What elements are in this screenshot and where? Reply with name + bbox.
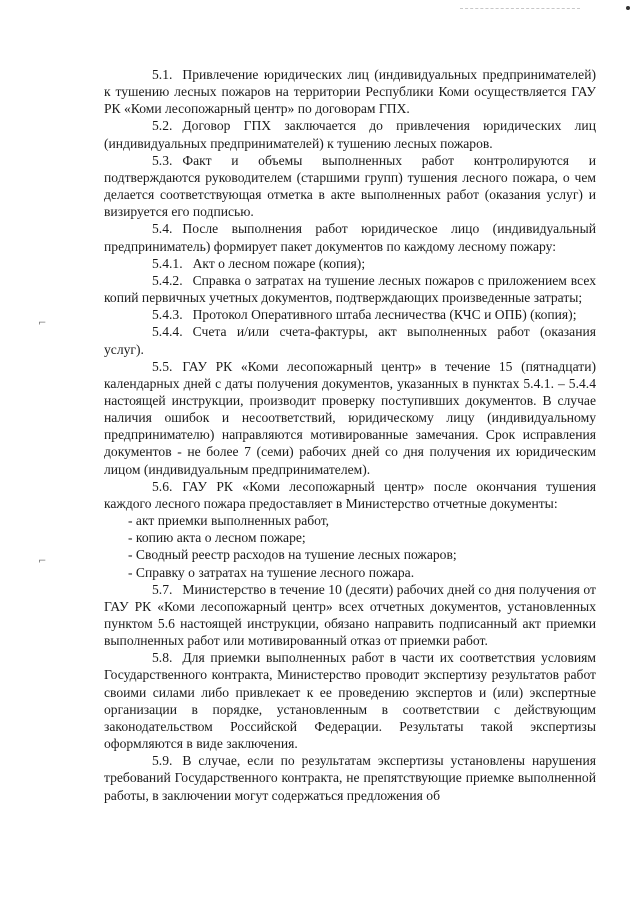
paragraph-text: Счета и/или счета-фактуры, акт выполненных работ (оказания услуг). <box>104 324 596 357</box>
paragraph-5-4-3 <box>104 306 596 323</box>
paragraph-number: 5.4.1. <box>152 255 183 271</box>
paragraph-5-8 <box>104 649 596 752</box>
paragraph-text: - Справку о затратах на тушение лесного пожара. <box>128 564 415 580</box>
paragraph-text: Договор ГПХ заключается до привлечения юридических лиц (индивидуальных предпринимателей) к тушению лесных пожаров. <box>104 118 596 151</box>
paragraph-5-4-1 <box>104 255 596 272</box>
paragraph-number: 5.9. <box>152 753 173 769</box>
paragraph-text: Акт о лесном пожаре (копия); <box>192 255 366 271</box>
paragraph-text: Министерство в течение 10 (десяти) рабочих дней со дня получения от ГАУ РК «Коми лесопожарный центр» всех отчетных документов, установленных пунктом 5.6 настоящей инструкции, обязано направить подписанный акт приемки выполненных работ или мотивированный отказ от приемки работ. <box>104 581 596 649</box>
paragraph-list-item <box>104 529 596 546</box>
paragraph-number: 5.5. <box>152 358 173 374</box>
scan-corner-mark <box>626 6 630 10</box>
paragraph-5-1 <box>104 66 596 117</box>
paragraph-number: 5.3. <box>152 152 173 168</box>
paragraph-list-item <box>104 512 596 529</box>
paragraph-list-item <box>104 564 596 581</box>
paragraph-text: Факт и объемы выполненных работ контролируются и подтверждаются руководителем (старшими групп) тушения лесного пожара, о чем делается соответствующая отметка в акте выполненных работ (оказания услуг) и визируется его подписью. <box>104 152 596 220</box>
paragraph-5-3 <box>104 152 596 221</box>
paragraph-number: 5.7. <box>152 581 173 597</box>
paragraph-text: Привлечение юридических лиц (индивидуальных предпринимателей) к тушению лесных пожаров на территории Республики Коми осуществляется ГАУ РК «Коми лесопожарный центр» по договорам ГПХ. <box>104 67 596 117</box>
paragraph-text: - акт приемки выполненных работ, <box>128 513 330 529</box>
paragraph-text: ГАУ РК «Коми лесопожарный центр» после окончания тушения каждого лесного пожара предоставляет в Министерство отчетные документы: <box>104 478 596 511</box>
paragraph-text: - Сводный реестр расходов на тушение лесных пожаров; <box>128 547 457 563</box>
document-page <box>104 66 596 804</box>
paragraph-text: Протокол Оперативного штаба лесничества (КЧС и ОПБ) (копия); <box>192 307 577 323</box>
paragraph-5-9 <box>104 752 596 803</box>
paragraph-text: ГАУ РК «Коми лесопожарный центр» в течение 15 (пятнадцати) календарных дней с даты получения документов, указанных в пунктах 5.4.1. – 5.4.4 настоящей инструкции, производит проверку поступивших документов. В случае наличия ошибок и несоответствий, юридическому лицу (индивидуальному предпринимателю) направляются мотивированные замечания. Срок исправления документов - не более 7 (семи) рабочих дней со дня получения их юридическим лицом (индивидуальным предпринимателем). <box>104 358 596 477</box>
paragraph-5-5 <box>104 358 596 478</box>
paragraph-number: 5.4. <box>152 221 173 237</box>
paragraph-5-4-2 <box>104 272 596 306</box>
paragraph-number: 5.1. <box>152 67 173 82</box>
paragraph-text: В случае, если по результатам экспертизы установлены нарушения требований Государственного контракта, не препятствующие приемке выполненной работы, в заключении могут содержаться предложения об <box>104 753 596 803</box>
paragraph-5-6 <box>104 478 596 512</box>
scan-margin-mark: ⌐ <box>38 318 47 329</box>
paragraph-number: 5.2. <box>152 118 173 134</box>
paragraph-5-7 <box>104 581 596 650</box>
paragraph-5-4-4 <box>104 323 596 357</box>
paragraph-number: 5.4.4. <box>152 324 183 340</box>
paragraph-text: Для приемки выполненных работ в части их соответствия условиям Государственного контракта, Министерство проводит экспертизу результатов работ своими силами либо привлекает к ее проведению экспертов и (или) экспертные организации в порядке, установленным в соответствии с действующим законодательством Российской Федерации. Результаты такой экспертизы оформляются в виде заключения. <box>104 650 596 752</box>
paragraph-list-item <box>104 546 596 563</box>
paragraph-number: 5.4.3. <box>152 307 183 323</box>
paragraph-number: 5.4.2. <box>152 272 183 288</box>
paragraph-5-2 <box>104 117 596 151</box>
paragraph-text: После выполнения работ юридическое лицо (индивидуальный предприниматель) формирует пакет документов по каждому лесному пожару: <box>104 221 596 254</box>
scan-margin-mark: ⌐ <box>38 556 47 567</box>
scan-header-line <box>460 8 580 10</box>
paragraph-text: Справка о затратах на тушение лесных пожаров с приложением всех копий первичных учетных документов, подтверждающих произведенные затраты; <box>104 272 596 306</box>
paragraph-number: 5.6. <box>152 478 173 494</box>
paragraph-text: - копию акта о лесном пожаре; <box>128 530 306 546</box>
paragraph-5-4 <box>104 220 596 254</box>
paragraph-number: 5.8. <box>152 650 173 666</box>
